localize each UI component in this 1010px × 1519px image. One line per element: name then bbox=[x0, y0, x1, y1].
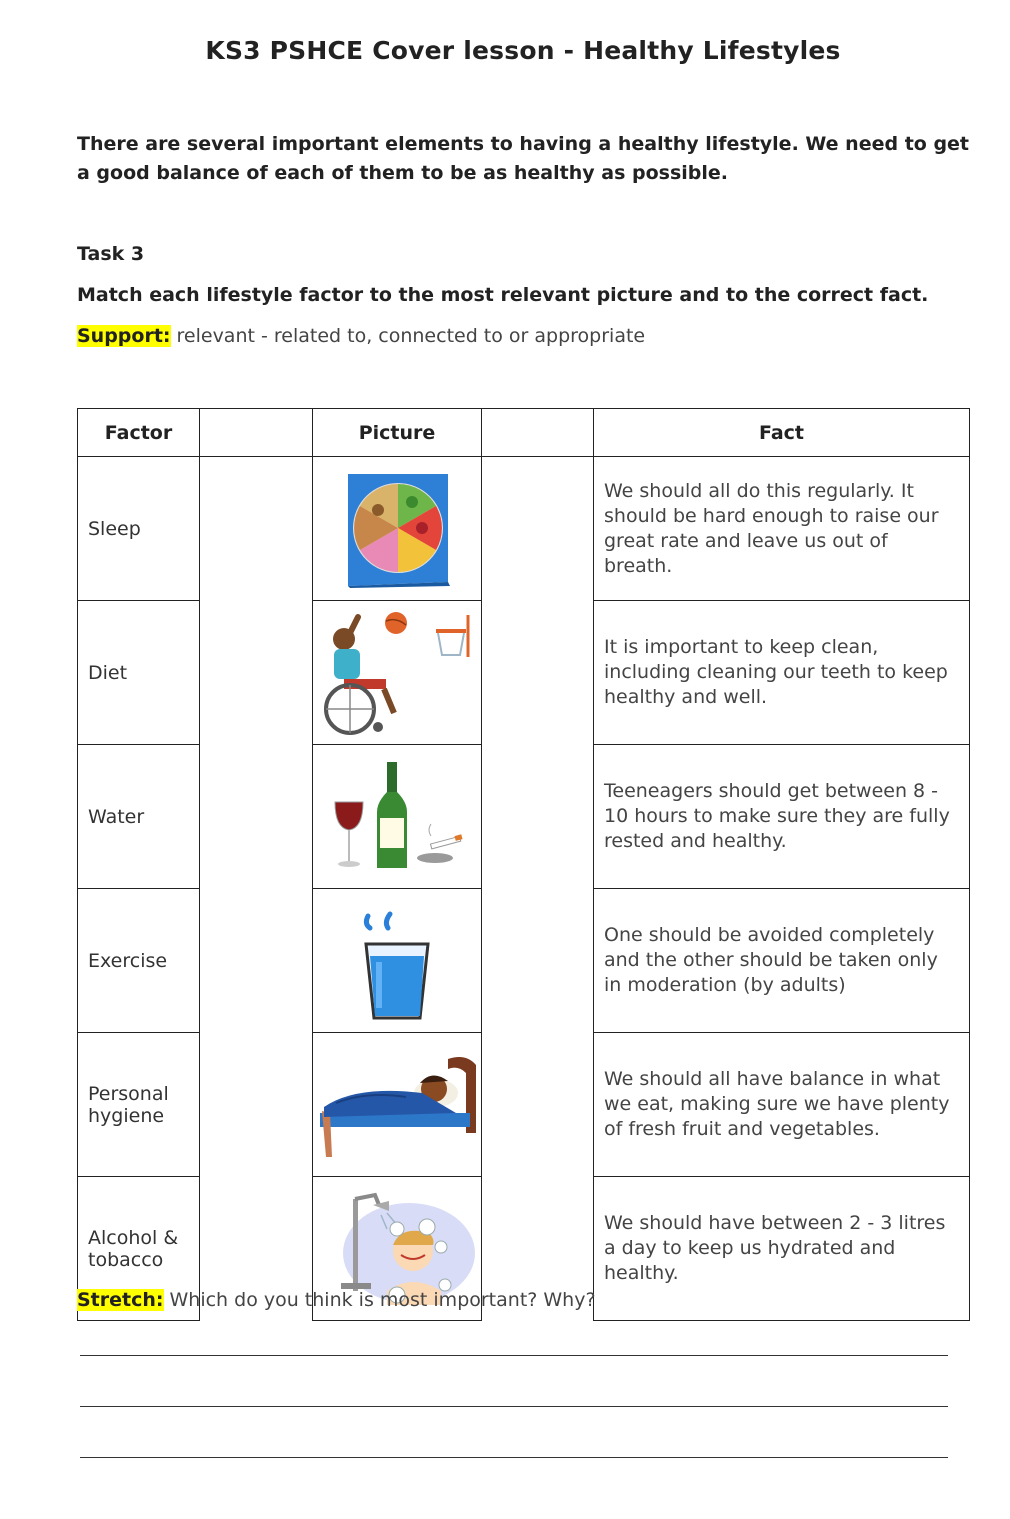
gap-cell bbox=[200, 745, 313, 889]
glass-of-water-icon bbox=[352, 900, 442, 1022]
gap-cell bbox=[200, 601, 313, 745]
gap-cell bbox=[482, 601, 594, 745]
gap-cell bbox=[200, 889, 313, 1033]
page-title: KS3 PSHCE Cover lesson - Healthy Lifestyles bbox=[205, 36, 841, 65]
stretch-label: Stretch: bbox=[77, 1289, 164, 1311]
answer-line[interactable] bbox=[80, 1355, 948, 1356]
gap-cell bbox=[482, 745, 594, 889]
wheelchair-basketball-icon bbox=[314, 609, 480, 737]
intro-text: There are several important elements to having a healthy lifestyle. We need to get a good balance of each of them to be as healthy as possible. bbox=[77, 133, 970, 184]
picture-cell[interactable] bbox=[313, 745, 482, 889]
stretch-text: Which do you think is most important? Why? bbox=[169, 1289, 596, 1311]
picture-cell[interactable] bbox=[313, 889, 482, 1033]
wine-bottle-cigarette-icon bbox=[327, 758, 467, 876]
fact-cell[interactable]: We should have between 2 - 3 litres a day to keep us hydrated and healthy. bbox=[594, 1177, 970, 1321]
answer-line[interactable] bbox=[80, 1406, 948, 1407]
factor-cell[interactable]: Alcohol & tobacco bbox=[78, 1177, 200, 1321]
table-header-row bbox=[78, 409, 970, 457]
instruction-text: Match each lifestyle factor to the most relevant picture and to the correct fact. bbox=[77, 284, 929, 306]
table-row bbox=[78, 745, 970, 889]
table-row bbox=[78, 889, 970, 1033]
picture-cell[interactable] bbox=[313, 1033, 482, 1177]
matching-table bbox=[77, 408, 970, 1321]
gap-cell bbox=[482, 1033, 594, 1177]
task-heading: Task 3 bbox=[77, 243, 145, 265]
gap-cell bbox=[482, 889, 594, 1033]
answer-line[interactable] bbox=[80, 1457, 948, 1458]
table-row bbox=[78, 1033, 970, 1177]
table-row bbox=[78, 457, 970, 601]
gap-cell bbox=[200, 457, 313, 601]
factor-cell[interactable]: Sleep bbox=[78, 457, 200, 601]
factor-cell[interactable]: Water bbox=[78, 745, 200, 889]
factor-cell[interactable]: Exercise bbox=[78, 889, 200, 1033]
support-label: Support: bbox=[77, 325, 171, 347]
support-note bbox=[77, 325, 645, 347]
gap-cell bbox=[200, 1033, 313, 1177]
picture-cell[interactable] bbox=[313, 457, 482, 601]
factor-cell[interactable]: Personal hygiene bbox=[78, 1033, 200, 1177]
fact-cell[interactable]: One should be avoided completely and the other should be taken only in moderation (by adults) bbox=[594, 889, 970, 1033]
fact-cell[interactable]: Teeneagers should get between 8 - 10 hours to make sure they are fully rested and healthy. bbox=[594, 745, 970, 889]
header-gap bbox=[482, 409, 594, 457]
fact-cell[interactable]: It is important to keep clean, including cleaning our teeth to keep healthy and well. bbox=[594, 601, 970, 745]
fact-header: Fact bbox=[594, 409, 970, 457]
sleeping-in-bed-icon bbox=[316, 1053, 478, 1157]
factor-cell[interactable]: Diet bbox=[78, 601, 200, 745]
stretch-question bbox=[77, 1289, 596, 1311]
picture-cell[interactable] bbox=[313, 601, 482, 745]
header-gap bbox=[200, 409, 313, 457]
gap-cell bbox=[482, 457, 594, 601]
fact-cell[interactable]: We should all do this regularly. It should be hard enough to raise our great rate and leave us out of breath. bbox=[594, 457, 970, 601]
food-plate-icon bbox=[342, 470, 452, 588]
factor-header: Factor bbox=[78, 409, 200, 457]
fact-cell[interactable]: We should all have balance in what we eat, making sure we have plenty of fresh fruit and vegetables. bbox=[594, 1033, 970, 1177]
picture-header: Picture bbox=[313, 409, 482, 457]
table-row bbox=[78, 601, 970, 745]
support-text: relevant - related to, connected to or appropriate bbox=[176, 325, 646, 347]
